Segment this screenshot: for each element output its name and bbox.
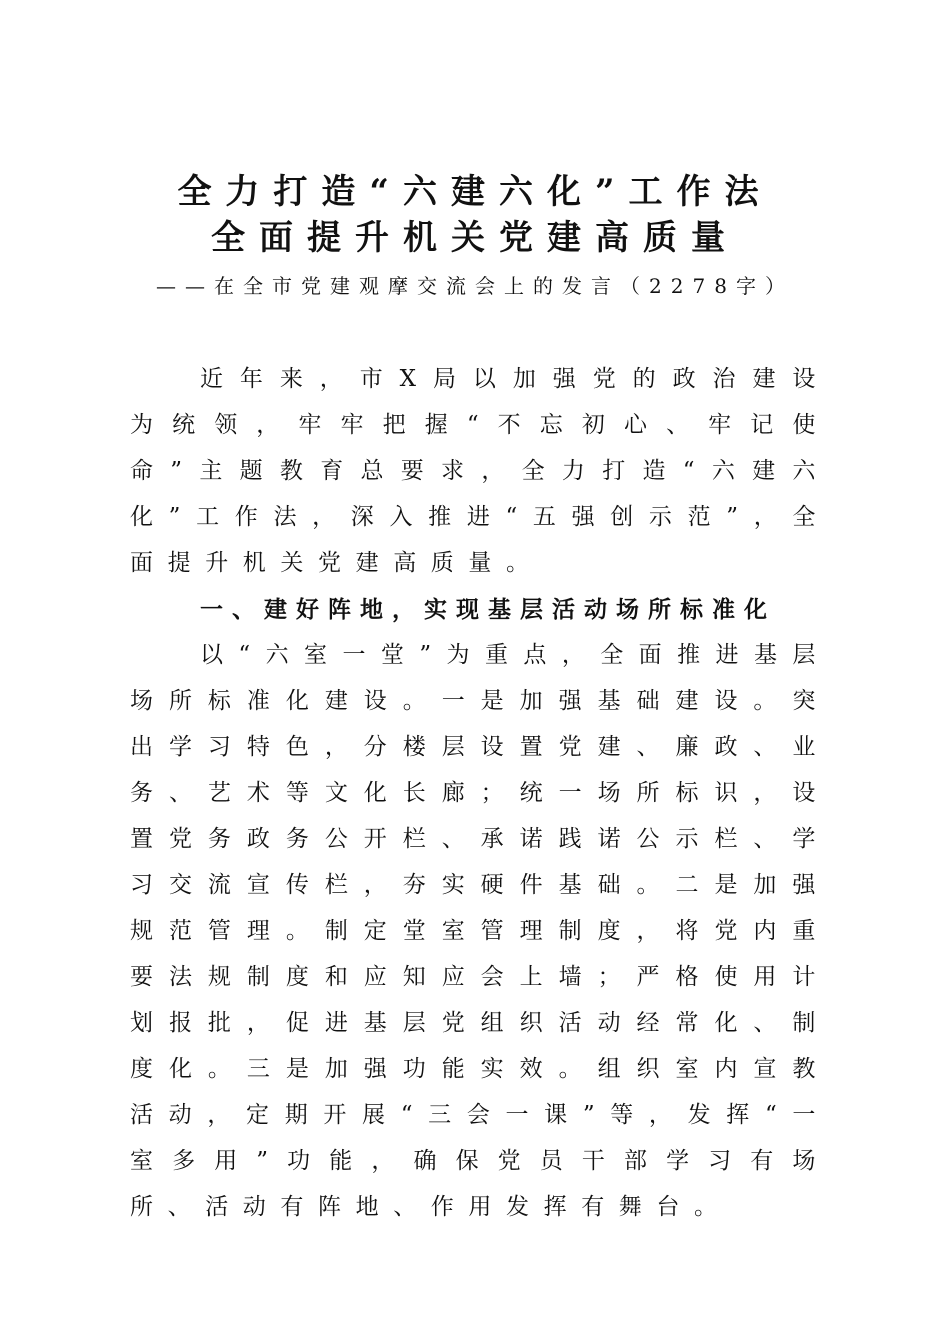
title-line-1: 全力打造“六建六化”工作法 [177, 172, 773, 212]
subtitle: ——在全市党建观摩交流会上的发言（2278字） [156, 274, 794, 298]
section-heading: 一、建好阵地，实现基层活动场所标准化 [200, 597, 776, 623]
intro-paragraph: 近年来，市X局以加强党的政治建设为统领，牢牢把握“不忘初心、牢记使命”主题教育总要求，全力打造“六建六化”工作法，深入推进“五强创示范”，全面提升机关党建高质量。 [130, 366, 830, 576]
section-paragraph: 以“六室一堂”为重点，全面推进基层场所标准化建设。一是加强基础建设。突出学习特色，分楼层设置党建、廉政、业务、艺术等文化长廊；统一场所标识，设置党务政务公开栏、承诺践诺公示栏、学习交流宣传栏，夯实硬件基础。二是加强规范管理。制定堂室管理制度，将党内重要法规制度和应知应会上墙；严格使用计划报批，促进基层党组织活动经常化、制度化。三是加强功能实效。组织室内宣教活动，定期开展“三会一课”等，发挥“一室多用”功能，确保党员干部学习有场所、活动有阵地、作用发挥有舞台。 [130, 642, 830, 1220]
title-line-2: 全面提升机关党建高质量 [211, 218, 739, 258]
